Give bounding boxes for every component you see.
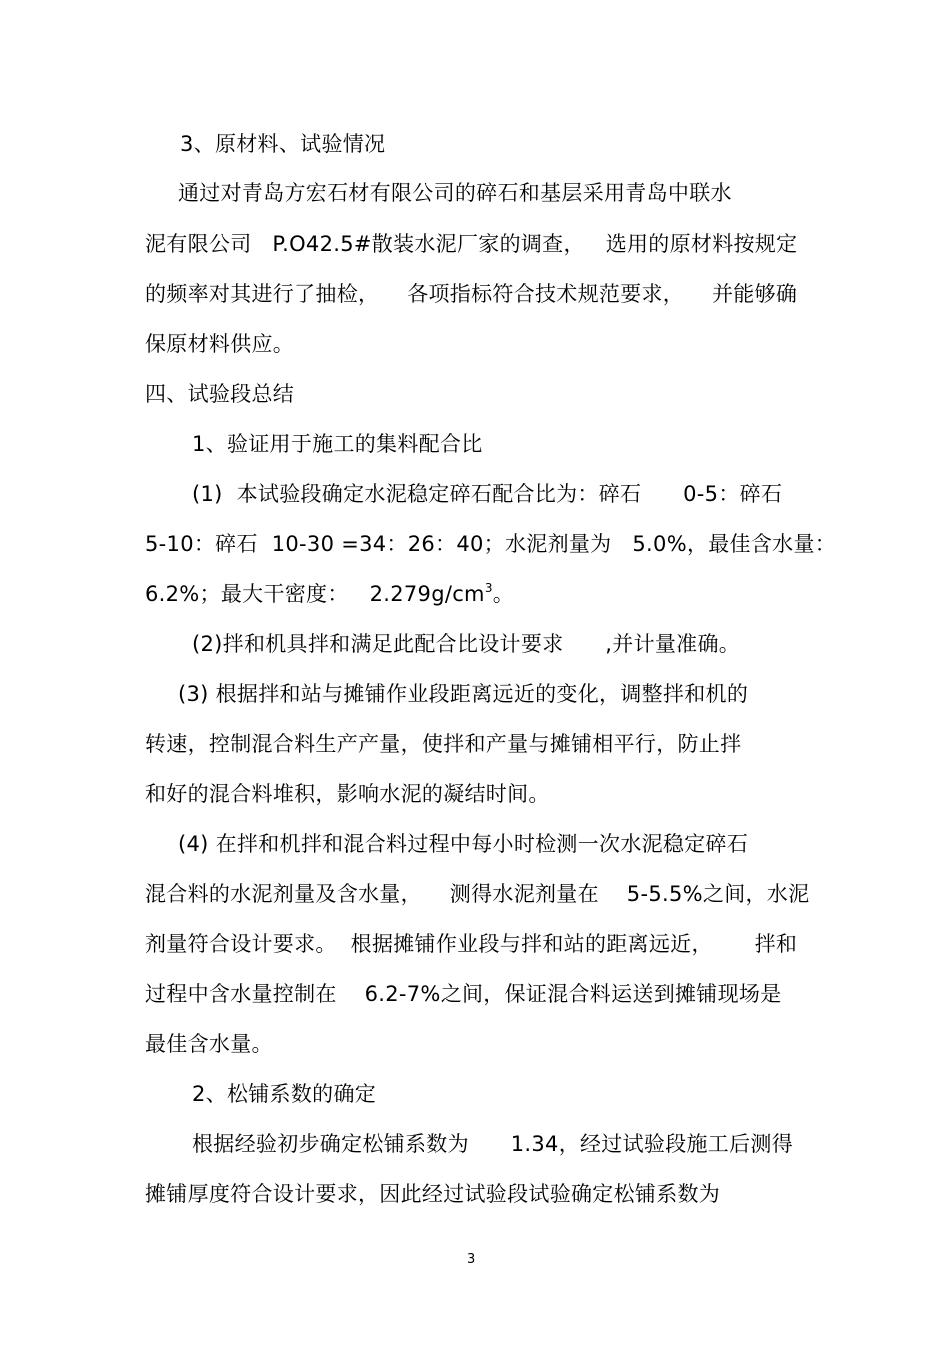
paragraph-line: (4) 在拌和机拌和混合料过程中每小时检测一次水泥稳定碎石: [178, 832, 749, 856]
heading-raw-materials: 3、原材料、试验情况: [180, 132, 386, 156]
paragraph-line: 的频率对其进行了抽检， 各项指标符合技术规范要求， 并能够确: [145, 282, 798, 306]
paragraph-line: 最佳含水量。: [145, 1032, 273, 1056]
paragraph-line: 摊铺厚度符合设计要求，因此经过试验段试验确定松铺系数为: [145, 1182, 721, 1206]
subheading-loose-coefficient: 2、松铺系数的确定: [192, 1082, 377, 1106]
page-number: 3: [467, 1252, 476, 1267]
density-text: 6.2%；最大干密度： 2.279g/cm: [145, 582, 485, 606]
paragraph-line: 转速，控制混合料生产产量，使拌和产量与摊铺相平行，防止拌: [145, 732, 742, 756]
superscript-3: 3: [484, 581, 493, 595]
paragraph-line: (3) 根据拌和站与摊铺作业段距离远近的变化，调整拌和机的: [178, 682, 749, 706]
paragraph-line: 通过对青岛方宏石材有限公司的碎石和基层采用青岛中联水: [178, 181, 732, 205]
paragraph-line: 和好的混合料堆积，影响水泥的凝结时间。: [145, 782, 550, 806]
paragraph-line: (1) 本试验段确定水泥稳定碎石配合比为：碎石 0-5：碎石: [192, 482, 783, 506]
paragraph-line: (2)拌和机具拌和满足此配合比设计要求 ,并计量准确。: [192, 632, 741, 656]
density-suffix: 。: [492, 582, 515, 606]
paragraph-line: 保原材料供应。: [145, 332, 295, 356]
paragraph-line: 剂量符合设计要求。 根据摊铺作业段与拌和站的距离远近， 拌和: [145, 932, 798, 956]
paragraph-line-density: [145, 581, 514, 607]
paragraph-line: 过程中含水量控制在 6.2-7%之间，保证混合料运送到摊铺现场是: [145, 982, 782, 1006]
paragraph-line: 5-10：碎石 10-30 =34：26：40；水泥剂量为 5.0%，最佳含水量：: [145, 532, 837, 556]
section-heading: 四、试验段总结: [145, 382, 295, 406]
paragraph-line: 泥有限公司 P.O42.5#散装水泥厂家的调查， 选用的原材料按规定: [145, 232, 798, 256]
paragraph-line: 根据经验初步确定松铺系数为 1.34，经过试验段施工后测得: [192, 1132, 794, 1156]
subheading-mix-ratio: 1、验证用于施工的集料配合比: [192, 432, 483, 456]
paragraph-line: 混合料的水泥剂量及含水量， 测得水泥剂量在 5-5.5%之间，水泥: [145, 882, 810, 906]
